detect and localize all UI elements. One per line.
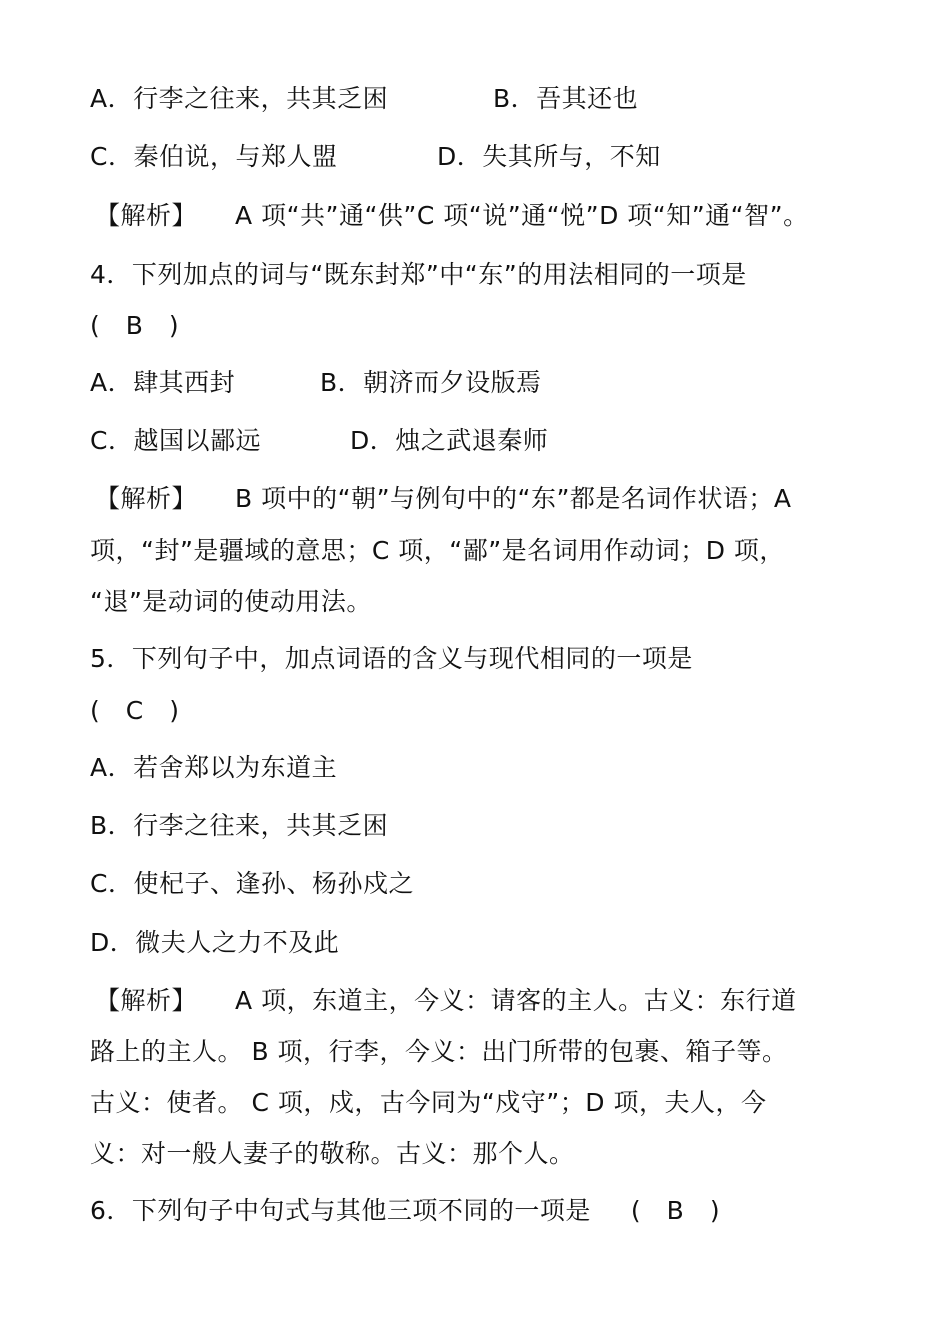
q4-analysis-line-3: “退”是动词的使动用法。 (90, 587, 372, 616)
q3-option-b: B．吾其还也 (493, 84, 639, 113)
q4-option-a: A．肆其西封 (90, 368, 236, 397)
q4-option-d: D．烛之武退秦师 (350, 426, 549, 455)
q4-option-b: B．朝济而夕设版焉 (320, 368, 542, 397)
q6-answer: ( B ) (630, 1196, 721, 1225)
q4-stem: 4．下列加点的词与“既东封郑”中“东”的用法相同的一项是 (90, 260, 747, 289)
q5-option-a: A．若舍郑以为东道主 (90, 753, 338, 782)
q5-analysis-line-1 (95, 984, 797, 1018)
q5-analysis-line-2: 路上的主人。 B 项，行李，今义：出门所带的包裹、箱子等。 (90, 1037, 788, 1066)
q3-option-d: D．失其所与，不知 (437, 142, 661, 171)
q4-answer: ( B ) (90, 311, 180, 340)
q5-analysis-line-3: 古义：使者。 C 项，戍，古今同为“戍守”；D 项，夫人，今 (90, 1088, 767, 1117)
q5-answer: ( C ) (90, 696, 180, 725)
analysis-label: 【解析】 (95, 201, 198, 230)
q4-option-c: C．越国以鄙远 (90, 426, 261, 455)
q5-option-c: C．使杞子、逢孙、杨孙戍之 (90, 869, 414, 898)
q6-stem (90, 1194, 720, 1228)
q3-option-c: C．秦伯说，与郑人盟 (90, 142, 338, 171)
q3-option-a: A．行李之往来，共其乏困 (90, 84, 389, 113)
analysis-label: 【解析】 (95, 986, 198, 1015)
analysis-label: 【解析】 (95, 484, 198, 513)
q3-analysis (95, 199, 809, 233)
q4-analysis-line-1 (95, 482, 792, 516)
q3-analysis-text: A 项“共”通“供”C 项“说”通“悦”D 项“知”通“智”。 (235, 201, 809, 230)
q4-analysis-text-1: B 项中的“朝”与例句中的“东”都是名词作状语；A (235, 484, 792, 513)
q5-analysis-text-1: A 项，东道主，今义：请客的主人。古义：东行道 (235, 986, 797, 1015)
q5-analysis-line-4: 义：对一般人妻子的敬称。古义：那个人。 (90, 1139, 575, 1168)
q6-stem-text: 6．下列句子中句式与其他三项不同的一项是 (90, 1196, 591, 1225)
q5-option-d: D．微夫人之力不及此 (90, 928, 340, 957)
q4-analysis-line-2: 项，“封”是疆域的意思；C 项，“鄙”是名词用作动词；D 项， (90, 536, 785, 565)
q5-stem: 5．下列句子中，加点词语的含义与现代相同的一项是 (90, 644, 693, 673)
q5-option-b: B．行李之往来，共其乏困 (90, 811, 389, 840)
